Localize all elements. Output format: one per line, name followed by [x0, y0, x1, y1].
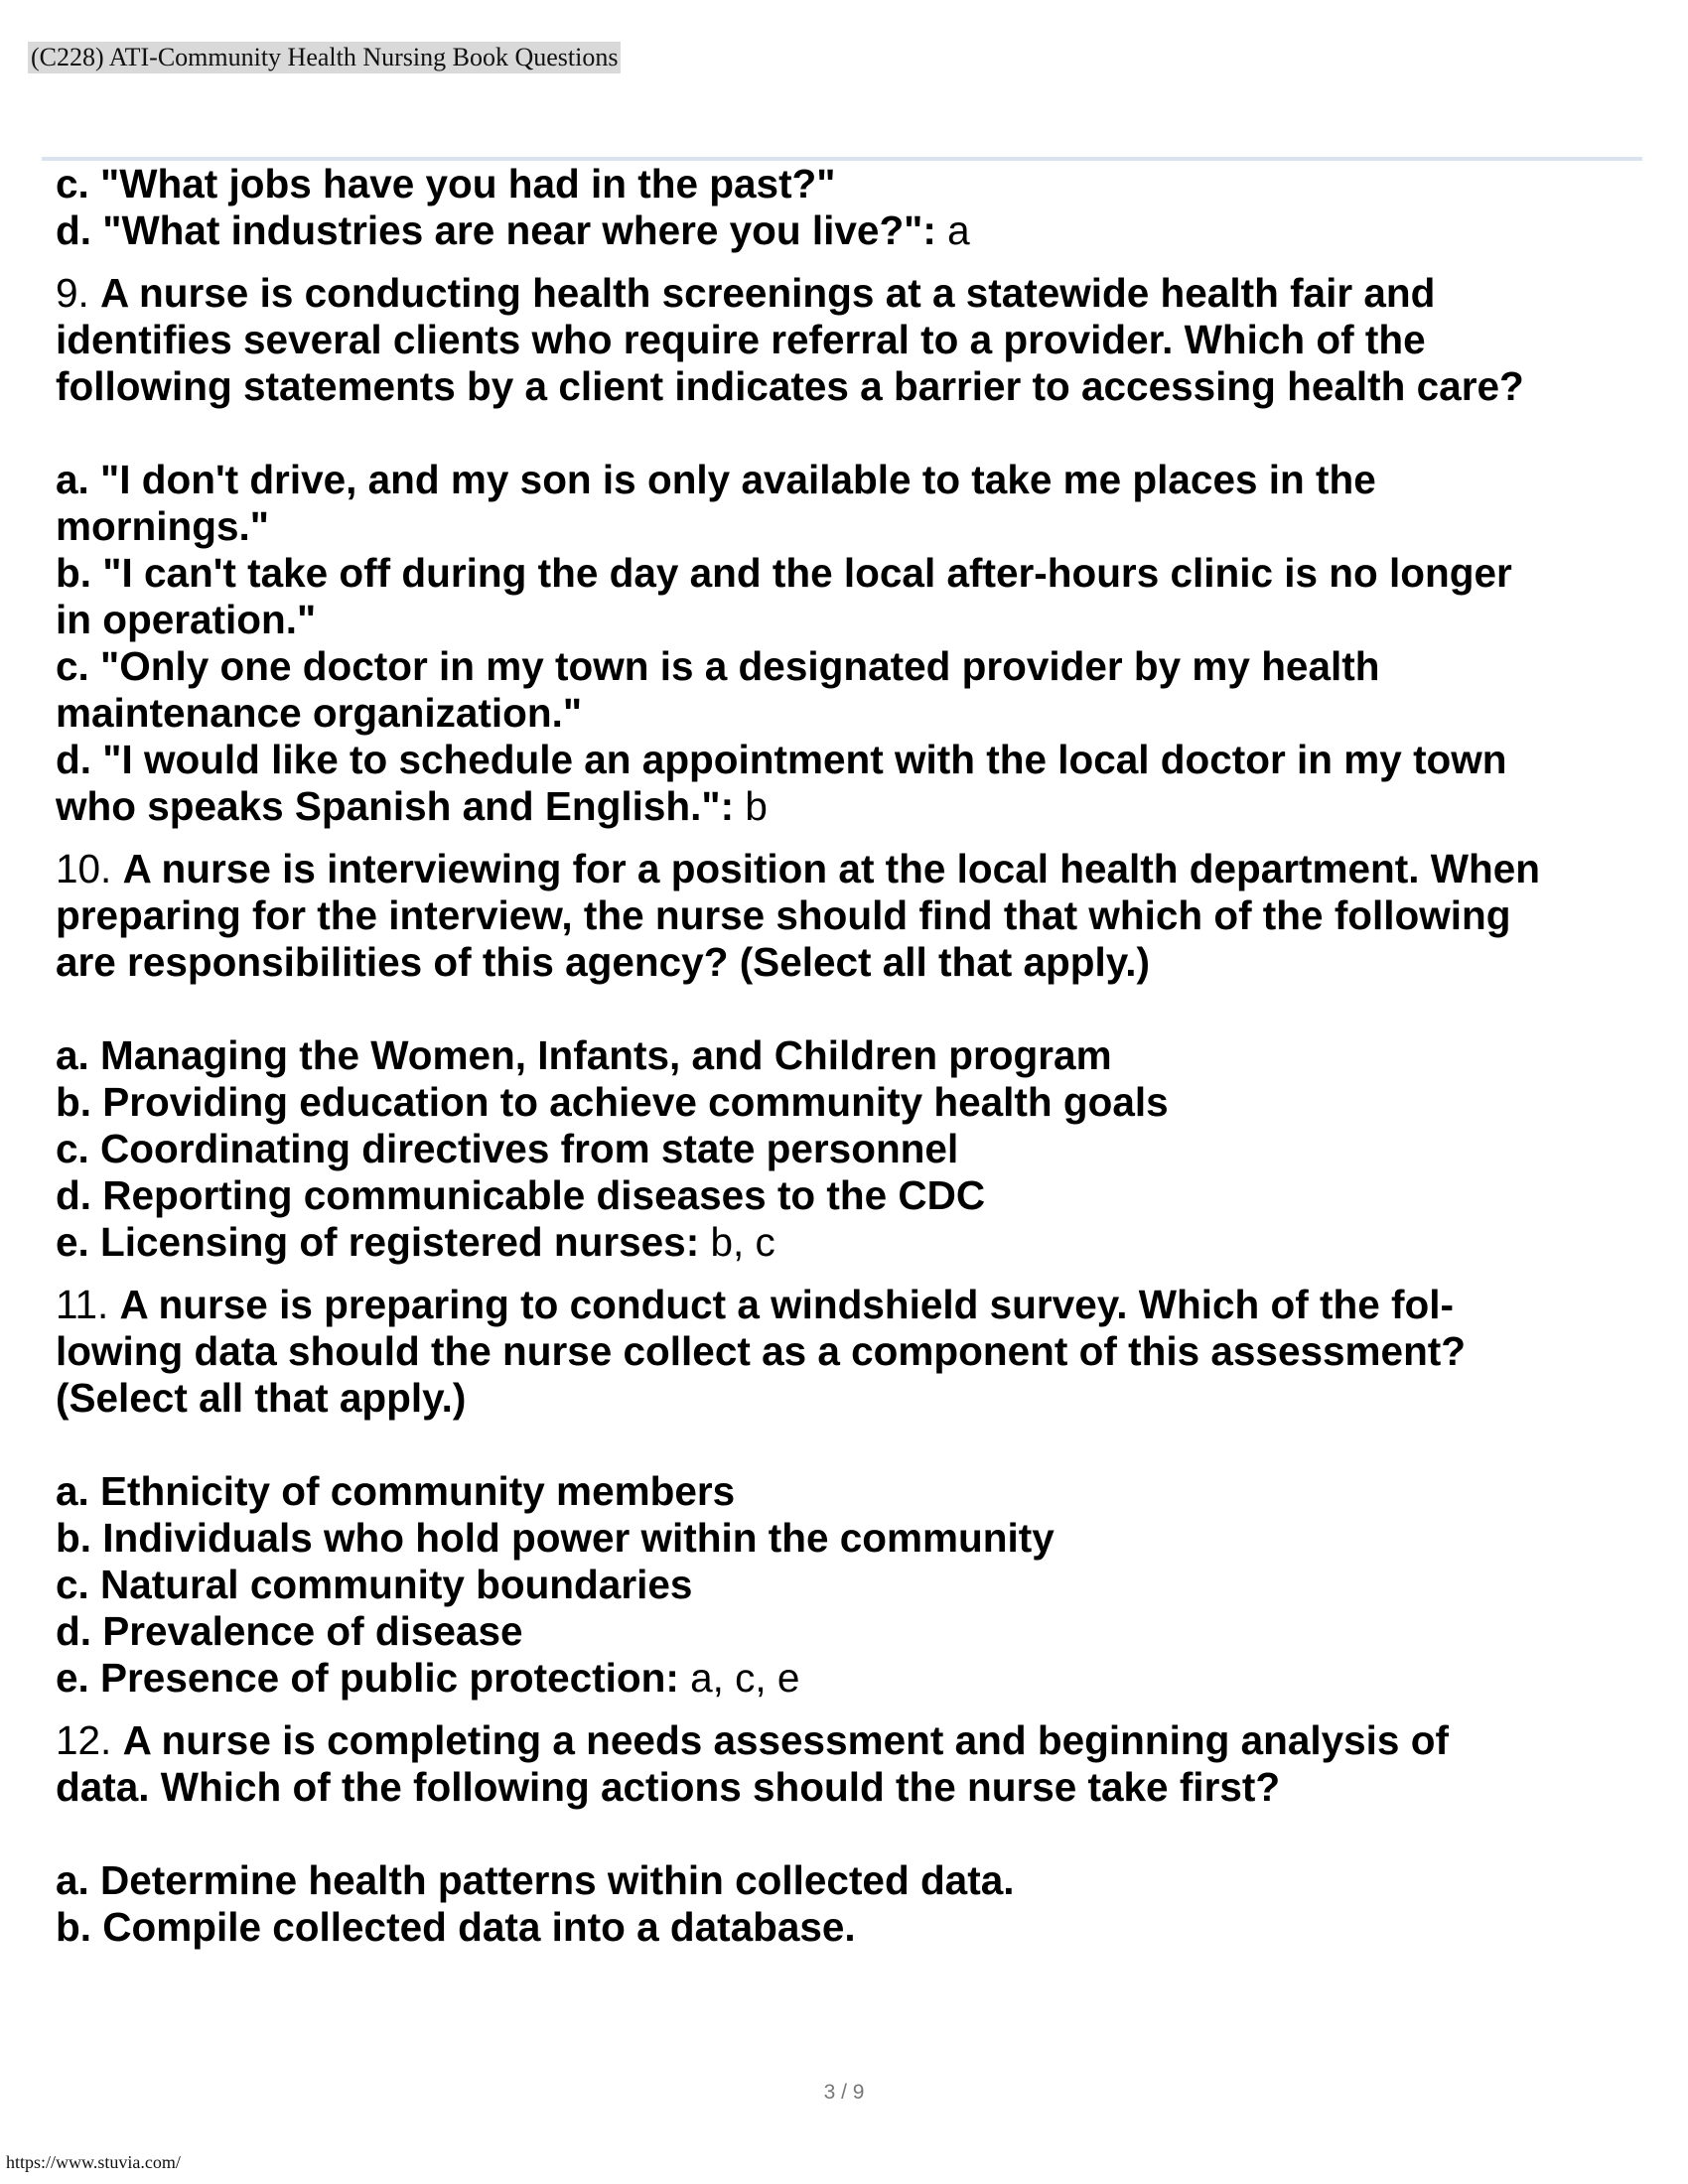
- question-content: [56, 161, 1650, 1951]
- q12-number: 12.: [56, 1717, 123, 1763]
- q10-option-d: d. Reporting communicable diseases to the CDC: [56, 1172, 986, 1218]
- q9-option-b: b. "I can't take off during the day and the local after-hours clinic is no longer: [56, 550, 1512, 596]
- q12-option-b: b. Compile collected data into a database.: [56, 1904, 856, 1950]
- q10-number: 10.: [56, 846, 123, 891]
- q11-stem-line1: 11. A nurse is preparing to conduct a windshield survey. Which of the fol-: [56, 1282, 1454, 1327]
- q9-stem-line3: following statements by a client indicates a barrier to accessing health care?: [56, 363, 1524, 409]
- q10-answer: b, c: [699, 1219, 775, 1265]
- q8-answer: a: [935, 207, 970, 253]
- q11-option-a: a. Ethnicity of community members: [56, 1468, 736, 1514]
- q8-option-d-text: d. "What industries are near where you live?":: [56, 207, 936, 253]
- q12-stem-line1: 12. A nurse is completing a needs assessment and beginning analysis of: [56, 1717, 1449, 1763]
- q11-option-c: c. Natural community boundaries: [56, 1562, 693, 1607]
- q9-stem-line2: identifies several clients who require referral to a provider. Which of the: [56, 317, 1426, 362]
- q10-option-c: c. Coordinating directives from state personnel: [56, 1126, 959, 1171]
- q10-stem-line2: preparing for the interview, the nurse should find that which of the following: [56, 892, 1511, 938]
- q11-option-d: d. Prevalence of disease: [56, 1608, 523, 1654]
- q10-option-b: b. Providing education to achieve community health goals: [56, 1079, 1169, 1125]
- q9-option-a: a. "I don't drive, and my son is only available to take me places in the: [56, 457, 1376, 502]
- q10-option-a: a. Managing the Women, Infants, and Children program: [56, 1032, 1112, 1078]
- q11-answer: a, c, e: [678, 1655, 800, 1701]
- q11-stem-line2: lowing data should the nurse collect as a component of this assessment?: [56, 1328, 1467, 1374]
- q11-option-b: b. Individuals who hold power within the community: [56, 1515, 1055, 1561]
- q9-option-d: d. "I would like to schedule an appointment with the local doctor in my town: [56, 737, 1507, 782]
- q9-number: 9.: [56, 270, 101, 316]
- q8-option-d: [56, 207, 1650, 254]
- q9-option-c-cont: maintenance organization.": [56, 690, 583, 736]
- q9-option-a-cont: mornings.": [56, 503, 269, 549]
- q10-stem-line1: 10. A nurse is interviewing for a position at the local health department. When: [56, 846, 1541, 891]
- q9-stem-line1: 9. A nurse is conducting health screenings at a statewide health fair and: [56, 270, 1436, 316]
- source-url: https://www.stuvia.com/: [6, 2152, 181, 2172]
- q11-number: 11.: [56, 1282, 120, 1327]
- q11-stem-line3: (Select all that apply.): [56, 1375, 467, 1421]
- q9-option-c: c. "Only one doctor in my town is a designated provider by my health: [56, 643, 1380, 689]
- q12-option-a: a. Determine health patterns within collected data.: [56, 1857, 1015, 1903]
- q9-answer: b: [734, 783, 768, 829]
- page-number: 3 / 9: [823, 2081, 865, 2104]
- document-title: (C228) ATI-Community Health Nursing Book Questions: [28, 42, 621, 73]
- q10-stem-line3: are responsibilities of this agency? (Select all that apply.): [56, 939, 1151, 985]
- q12-stem-line2: data. Which of the following actions should the nurse take first?: [56, 1764, 1281, 1810]
- q10-option-e: e. Licensing of registered nurses: b, c: [56, 1219, 775, 1265]
- q8-option-c: c. "What jobs have you had in the past?": [56, 161, 836, 206]
- q9-option-d-cont: who speaks Spanish and English.": b: [56, 783, 768, 829]
- q11-option-e: e. Presence of public protection: a, c, e: [56, 1655, 800, 1701]
- q9-option-b-cont: in operation.": [56, 597, 317, 642]
